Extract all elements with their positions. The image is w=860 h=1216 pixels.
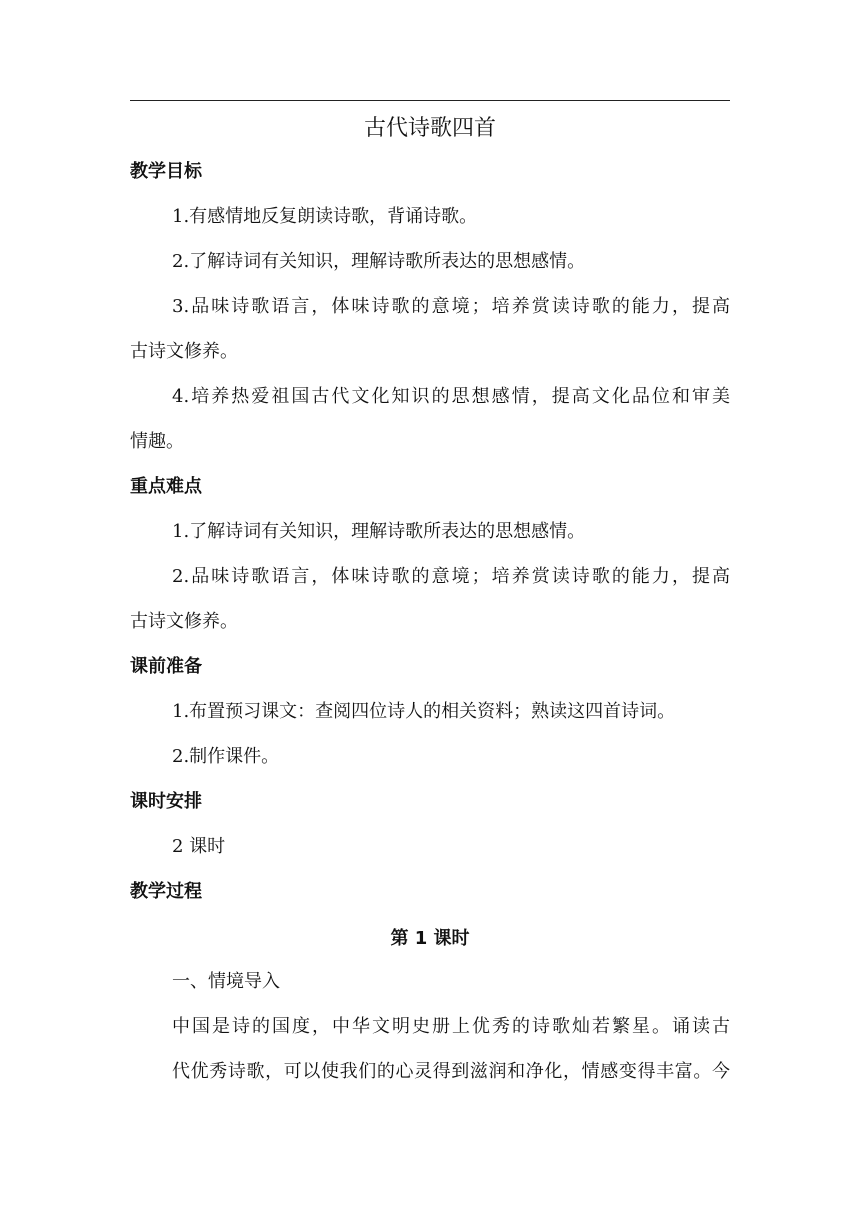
- process-step-1: 一、情境导入: [172, 971, 280, 992]
- page-title: 古代诗歌四首: [363, 116, 496, 141]
- heading-schedule: 课时安排: [130, 791, 202, 812]
- goal-item-1: 1.有感情地反复朗读诗歌，背诵诗歌。: [172, 206, 478, 227]
- goal-item-4-line-2: 情趣。: [130, 431, 184, 452]
- goal-item-2: 2.了解诗词有关知识，理解诗歌所表达的思想感情。: [172, 251, 586, 272]
- preparation-item-2: 2.制作课件。: [172, 746, 280, 767]
- top-rule: [130, 100, 730, 101]
- heading-process: 教学过程: [130, 881, 202, 902]
- preparation-item-1: 1.布置预习课文：查阅四位诗人的相关资料；熟读这四首诗词。: [172, 701, 676, 722]
- heading-preparation: 课前准备: [130, 656, 202, 677]
- heading-key-points: 重点难点: [130, 476, 202, 497]
- schedule-value: 2 课时: [172, 836, 226, 857]
- process-paragraph-line-1: 中国是诗的国度，中华文明史册上优秀的诗歌灿若繁星。诵读古: [172, 1016, 730, 1037]
- goal-item-3-line-2: 古诗文修养。: [130, 341, 238, 362]
- goal-item-3-line-1: 3.品味诗歌语言，体味诗歌的意境；培养赏读诗歌的能力，提高: [172, 296, 730, 317]
- lesson-title: 第 1 课时: [390, 928, 470, 949]
- goal-item-4-line-1: 4.培养热爱祖国古代文化知识的思想感情，提高文化品位和审美: [172, 386, 730, 407]
- key-point-item-1: 1.了解诗词有关知识，理解诗歌所表达的思想感情。: [172, 521, 586, 542]
- key-point-item-2-line-2: 古诗文修养。: [130, 611, 238, 632]
- key-point-item-2-line-1: 2.品味诗歌语言，体味诗歌的意境；培养赏读诗歌的能力，提高: [172, 566, 730, 587]
- heading-goals: 教学目标: [130, 161, 202, 182]
- process-paragraph-line-2: 代优秀诗歌，可以使我们的心灵得到滋润和净化，情感变得丰富。今: [172, 1061, 730, 1082]
